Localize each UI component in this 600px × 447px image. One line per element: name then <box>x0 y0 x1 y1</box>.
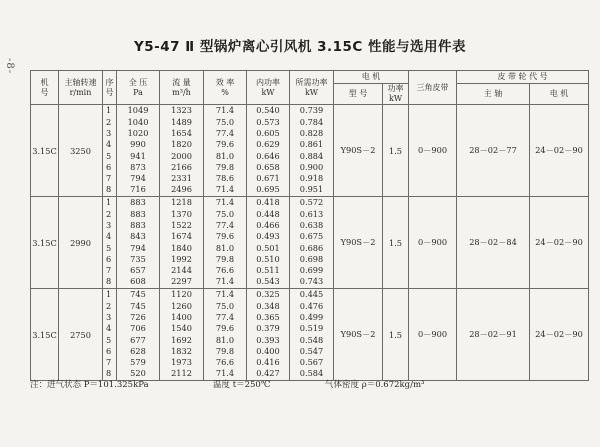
cell-value: 2297 <box>171 276 192 287</box>
cell-value: 75.0 <box>215 116 235 127</box>
cell-value: 79.8 <box>215 161 235 172</box>
cell-value: 0.400 <box>256 345 280 356</box>
cell-value: 0.918 <box>299 173 324 184</box>
cell-model-no: 3.15C <box>31 105 59 197</box>
cell-value: 2331 <box>171 173 192 184</box>
cell-speed: 2750 <box>59 289 103 381</box>
cell-value: 1 <box>106 197 112 208</box>
cell-value: 78.6 <box>215 173 235 184</box>
cell-pulley-motor: 24－02－90 <box>530 197 589 289</box>
cell-value: 0.445 <box>299 289 324 300</box>
cell-value: 76.6 <box>215 357 235 368</box>
header-seq: 序 号 <box>103 71 117 105</box>
header-flow: 流 量 m³/h <box>160 71 204 105</box>
cell-value: 1323 <box>171 105 192 116</box>
cell-value: 1020 <box>127 127 149 138</box>
cell-value: 677 <box>130 334 146 345</box>
cell-value: 0.379 <box>256 323 280 334</box>
cell-flow <box>160 105 204 197</box>
cell-value: 1370 <box>171 208 192 219</box>
cell-value: 1218 <box>171 197 192 208</box>
cell-value: 520 <box>130 368 146 379</box>
cell-value: 79.6 <box>215 139 235 150</box>
cell-value: 1820 <box>171 139 192 150</box>
cell-value: 794 <box>130 173 146 184</box>
cell-value: 1040 <box>127 116 149 127</box>
header-motor-model: 型 号 <box>334 84 383 105</box>
cell-value: 1049 <box>127 105 149 116</box>
table-row <box>31 289 589 381</box>
cell-value: 0.675 <box>299 231 324 242</box>
cell-value: 71.4 <box>215 184 235 195</box>
cell-value: 628 <box>130 345 146 356</box>
cell-value: 735 <box>130 253 146 264</box>
cell-value: 0.418 <box>256 197 280 208</box>
cell-value: 79.6 <box>215 323 235 334</box>
cell-value: 6 <box>106 345 112 356</box>
cell-value: 0.584 <box>299 368 324 379</box>
cell-value: 6 <box>106 253 112 264</box>
cell-value: 1540 <box>171 323 192 334</box>
cell-value: 0.466 <box>256 219 280 230</box>
cell-value: 608 <box>130 276 146 287</box>
cell-value: 0.884 <box>299 150 324 161</box>
cell-value: 0.900 <box>299 161 324 172</box>
header-motor-power: 功率 kW <box>383 84 409 105</box>
cell-value: 7 <box>106 357 112 368</box>
cell-value: 1120 <box>171 289 192 300</box>
cell-value: 1973 <box>171 357 192 368</box>
cell-value: 6 <box>106 161 112 172</box>
cell-value: 873 <box>130 161 146 172</box>
cell-model-no: 3.15C <box>31 197 59 289</box>
cell-value: 2112 <box>171 368 192 379</box>
cell-value: 1654 <box>171 127 192 138</box>
cell-value: 4 <box>106 323 112 334</box>
cell-value: 2166 <box>171 161 192 172</box>
cell-value: 4 <box>106 139 112 150</box>
cell-value: 8 <box>106 276 112 287</box>
cell-value: 0.743 <box>299 276 324 287</box>
cell-value: 843 <box>130 231 146 242</box>
cell-efficiency <box>204 289 247 381</box>
cell-value: 745 <box>130 289 146 300</box>
cell-value: 0.543 <box>256 276 280 287</box>
cell-value: 0.547 <box>299 345 324 356</box>
header-pressure: 全 压 Pa <box>117 71 160 105</box>
header-efficiency: 效 率 % <box>204 71 247 105</box>
cell-value: 81.0 <box>215 334 235 345</box>
cell-value: 0.365 <box>256 311 280 322</box>
cell-value: 71.4 <box>215 197 235 208</box>
cell-value: 883 <box>130 208 146 219</box>
cell-value: 706 <box>130 323 146 334</box>
cell-value: 0.695 <box>256 184 280 195</box>
cell-value: 2000 <box>171 150 192 161</box>
footnote-density: 气体密度 ρ＝0.672kg/m³ <box>325 380 425 390</box>
cell-pulley-main: 28－02－84 <box>457 197 530 289</box>
cell-value: 79.8 <box>215 253 235 264</box>
cell-value: 71.4 <box>215 289 235 300</box>
cell-internal-power <box>247 105 290 197</box>
header-pulley-main: 主 轴 <box>457 84 530 105</box>
cell-value: 2 <box>106 208 112 219</box>
cell-value: 7 <box>106 173 112 184</box>
cell-pulley-main: 28－02－91 <box>457 289 530 381</box>
cell-required-power <box>290 105 334 197</box>
cell-motor-model: Y90S－2 <box>334 289 383 381</box>
page-title: Y5-47 Ⅱ 型锅炉离心引风机 3.15C 性能与选用件表 <box>134 39 466 55</box>
cell-pressure <box>117 289 160 381</box>
page-number: -8- <box>4 58 15 75</box>
cell-value: 1 <box>106 289 112 300</box>
header-speed: 主轴转速 r/min <box>59 71 103 105</box>
cell-value: 75.0 <box>215 208 235 219</box>
cell-value: 5 <box>106 242 112 253</box>
performance-table <box>30 70 589 381</box>
cell-value: 657 <box>130 265 146 276</box>
cell-value: 0.476 <box>299 300 324 311</box>
cell-value: 0.638 <box>299 219 324 230</box>
cell-value: 0.784 <box>299 116 324 127</box>
cell-value: 0.325 <box>256 289 280 300</box>
cell-value: 0.699 <box>299 265 324 276</box>
header-pulley: 皮 带 轮 代 号 <box>457 71 589 84</box>
cell-value: 5 <box>106 150 112 161</box>
cell-value: 5 <box>106 334 112 345</box>
cell-value: 81.0 <box>215 150 235 161</box>
footnote-inlet: 注：进气状态 P＝101.325kPa <box>30 380 149 390</box>
cell-model-no: 3.15C <box>31 289 59 381</box>
cell-motor-power: 1.5 <box>383 289 409 381</box>
header-required-power: 所需功率 kW <box>290 71 334 105</box>
cell-value: 76.6 <box>215 265 235 276</box>
cell-value: 0.519 <box>299 323 324 334</box>
cell-value: 990 <box>130 139 146 150</box>
cell-internal-power <box>247 289 290 381</box>
cell-value: 71.4 <box>215 368 235 379</box>
header-model-no: 机 号 <box>31 71 59 105</box>
cell-value: 0.658 <box>256 161 280 172</box>
cell-value: 794 <box>130 242 146 253</box>
cell-value: 0.739 <box>299 105 324 116</box>
cell-value: 0.951 <box>299 184 324 195</box>
cell-value: 0.646 <box>256 150 280 161</box>
cell-value: 71.4 <box>215 105 235 116</box>
cell-value: 1 <box>106 105 112 116</box>
cell-triangle-belt: 0－900 <box>409 105 457 197</box>
cell-value: 0.605 <box>256 127 280 138</box>
header-internal-power: 内功率 kW <box>247 71 290 105</box>
cell-value: 941 <box>130 150 146 161</box>
cell-value: 2144 <box>171 265 192 276</box>
table-row <box>31 105 589 197</box>
cell-value: 0.671 <box>256 173 280 184</box>
cell-value: 0.393 <box>256 334 280 345</box>
cell-motor-power: 1.5 <box>383 197 409 289</box>
cell-value: 0.629 <box>256 139 280 150</box>
cell-value: 1260 <box>171 300 192 311</box>
cell-value: 79.8 <box>215 345 235 356</box>
cell-value: 3 <box>106 219 112 230</box>
header-triangle-belt: 三角皮带 <box>409 71 457 105</box>
cell-value: 0.548 <box>299 334 324 345</box>
cell-speed: 2990 <box>59 197 103 289</box>
cell-value: 1400 <box>171 311 192 322</box>
cell-value: 745 <box>130 300 146 311</box>
cell-pressure <box>117 105 160 197</box>
cell-value: 75.0 <box>215 300 235 311</box>
cell-motor-model: Y90S－2 <box>334 197 383 289</box>
cell-value: 0.573 <box>256 116 280 127</box>
cell-motor-power: 1.5 <box>383 105 409 197</box>
cell-value: 0.567 <box>299 357 324 368</box>
cell-value: 77.4 <box>215 219 235 230</box>
cell-pressure <box>117 197 160 289</box>
cell-value: 0.510 <box>256 253 280 264</box>
cell-value: 7 <box>106 265 112 276</box>
cell-value: 1522 <box>171 219 192 230</box>
cell-value: 1674 <box>171 231 192 242</box>
cell-required-power <box>290 197 334 289</box>
cell-value: 0.861 <box>299 139 324 150</box>
cell-value: 0.416 <box>256 357 280 368</box>
cell-seq <box>103 105 117 197</box>
cell-value: 0.448 <box>256 208 280 219</box>
cell-value: 0.686 <box>299 242 324 253</box>
cell-value: 2 <box>106 300 112 311</box>
cell-value: 716 <box>130 184 146 195</box>
cell-value: 0.427 <box>256 368 280 379</box>
cell-value: 1692 <box>171 334 192 345</box>
cell-value: 79.6 <box>215 231 235 242</box>
cell-motor-model: Y90S－2 <box>334 105 383 197</box>
cell-value: 71.4 <box>215 276 235 287</box>
cell-value: 8 <box>106 368 112 379</box>
cell-flow <box>160 289 204 381</box>
cell-value: 0.511 <box>256 265 280 276</box>
cell-value: 0.348 <box>256 300 280 311</box>
cell-value: 3 <box>106 311 112 322</box>
cell-pulley-motor: 24－02－90 <box>530 289 589 381</box>
cell-value: 2496 <box>171 184 192 195</box>
header-pulley-motor: 电 机 <box>530 84 589 105</box>
cell-value: 0.493 <box>256 231 280 242</box>
cell-efficiency <box>204 197 247 289</box>
cell-value: 726 <box>130 311 146 322</box>
cell-value: 3 <box>106 127 112 138</box>
cell-value: 4 <box>106 231 112 242</box>
cell-value: 0.613 <box>299 208 324 219</box>
cell-value: 8 <box>106 184 112 195</box>
cell-value: 77.4 <box>215 127 235 138</box>
cell-value: 0.540 <box>256 105 280 116</box>
cell-internal-power <box>247 197 290 289</box>
cell-seq <box>103 197 117 289</box>
cell-seq <box>103 289 117 381</box>
cell-value: 0.499 <box>299 311 324 322</box>
cell-speed: 3250 <box>59 105 103 197</box>
cell-value: 0.698 <box>299 253 324 264</box>
cell-triangle-belt: 0－900 <box>409 289 457 381</box>
cell-value: 883 <box>130 197 146 208</box>
cell-value: 1992 <box>171 253 192 264</box>
cell-flow <box>160 197 204 289</box>
cell-efficiency <box>204 105 247 197</box>
cell-value: 0.828 <box>299 127 324 138</box>
cell-required-power <box>290 289 334 381</box>
cell-pulley-main: 28－02－77 <box>457 105 530 197</box>
cell-value: 883 <box>130 219 146 230</box>
cell-value: 2 <box>106 116 112 127</box>
cell-value: 579 <box>130 357 146 368</box>
cell-pulley-motor: 24－02－90 <box>530 105 589 197</box>
cell-value: 1832 <box>171 345 192 356</box>
cell-value: 77.4 <box>215 311 235 322</box>
cell-value: 0.572 <box>299 197 324 208</box>
cell-value: 81.0 <box>215 242 235 253</box>
cell-value: 1489 <box>171 116 192 127</box>
cell-value: 1840 <box>171 242 192 253</box>
cell-triangle-belt: 0－900 <box>409 197 457 289</box>
footnote-temperature: 温度 t＝250℃ <box>213 380 271 390</box>
cell-value: 0.501 <box>256 242 280 253</box>
table-row <box>31 197 589 289</box>
header-motor: 电 机 <box>334 71 409 84</box>
